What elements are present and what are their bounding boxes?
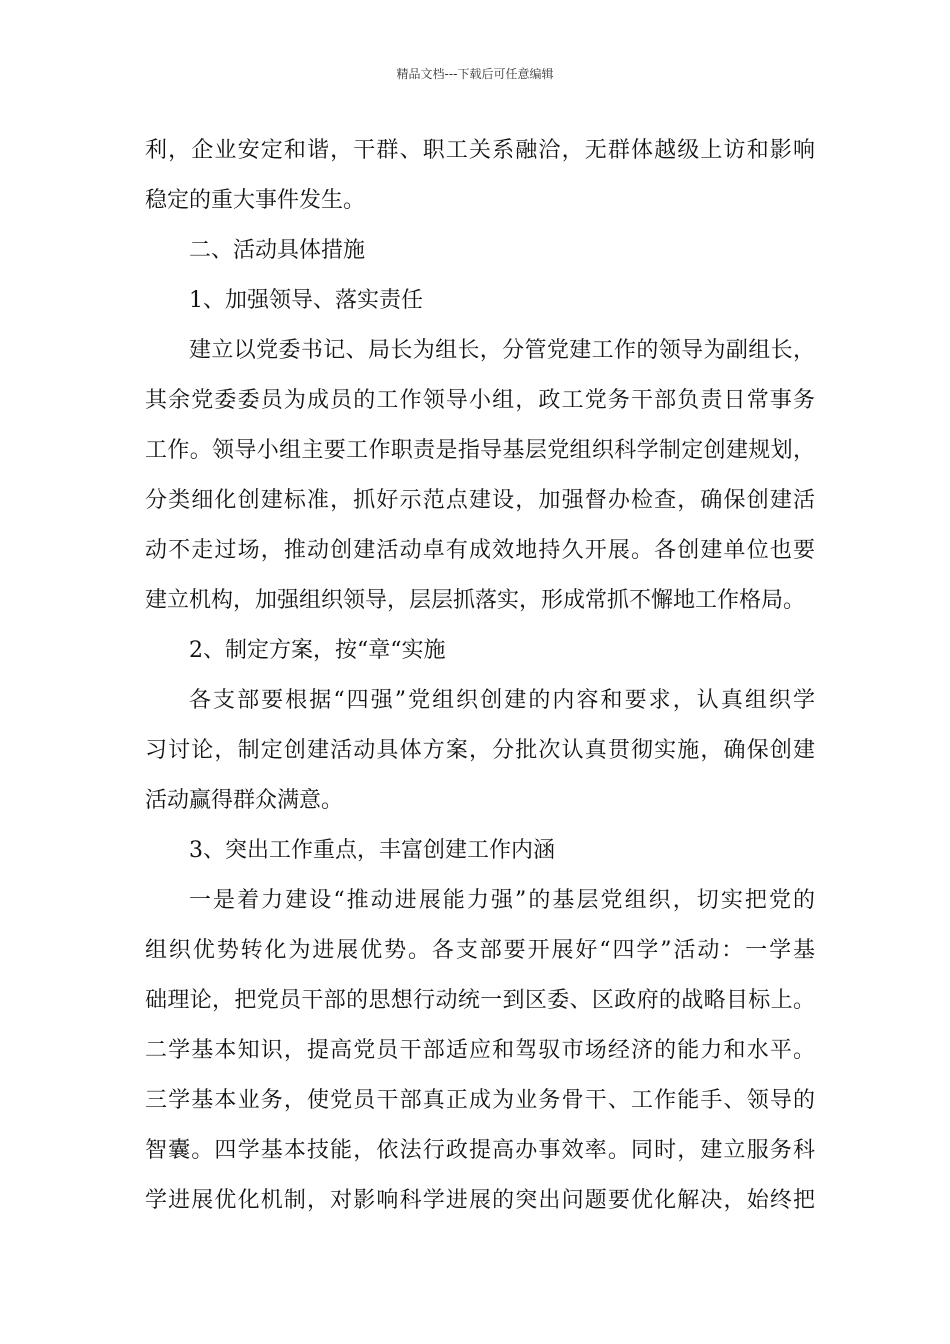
text-line: 分类细化创建标准，抓好示范点建设，加强督办检查，确保创建活 [145, 488, 815, 513]
text-line: 二学基本知识，提高党员干部适应和驾驭市场经济的能力和水平。 [145, 1038, 815, 1063]
text-line: 智囊。四学基本技能，依法行政提高办事效率。同时，建立服务科 [145, 1138, 815, 1163]
text-line: 3、突出工作重点，丰富创建工作内涵 [189, 838, 555, 863]
text-line: 稳定的重大事件发生。 [145, 188, 366, 213]
text-line: 习讨论，制定创建活动具体方案，分批次认真贯彻实施，确保创建 [145, 738, 815, 763]
page-header: 精品文档---下载后可任意编辑 [396, 67, 554, 81]
text-line: 活动赢得群众满意。 [145, 788, 344, 813]
text-line: 建立以党委书记、局长为组长，分管党建工作的领导为副组长， [189, 338, 815, 363]
text-line: 2、制定方案，按“章“实施 [189, 638, 446, 663]
text-line: 建立机构，加强组织领导，层层抓落实，形成常抓不懈地工作格局。 [145, 588, 806, 613]
document-body [145, 126, 815, 1226]
text-line: 各支部要根据“四强”党组织创建的内容和要求，认真组织学 [189, 688, 815, 713]
text-line: 其余党委委员为成员的工作领导小组，政工党务干部负责日常事务 [145, 388, 815, 413]
text-line: 三学基本业务，使党员干部真正成为业务骨干、工作能手、领导的 [145, 1088, 815, 1113]
text-line: 二、活动具体措施 [189, 238, 366, 263]
text-line: 利，企业安定和谐，干群、职工关系融洽，无群体越级上访和影响 [145, 138, 815, 163]
text-line: 一是着力建设“推动进展能力强”的基层党组织，切实把党的 [189, 888, 815, 913]
text-line: 组织优势转化为进展优势。各支部要开展好“四学”活动：一学基 [145, 938, 815, 963]
text-line: 1、加强领导、落实责任 [189, 288, 423, 313]
text-line: 工作。领导小组主要工作职责是指导基层党组织科学制定创建规划， [145, 438, 815, 463]
text-line: 动不走过场，推动创建活动卓有成效地持久开展。各创建单位也要 [145, 538, 815, 563]
text-line: 学进展优化机制，对影响科学进展的突出问题要优化解决，始终把 [145, 1188, 815, 1213]
text-line: 础理论，把党员干部的思想行动统一到区委、区政府的战略目标上。 [145, 988, 815, 1013]
